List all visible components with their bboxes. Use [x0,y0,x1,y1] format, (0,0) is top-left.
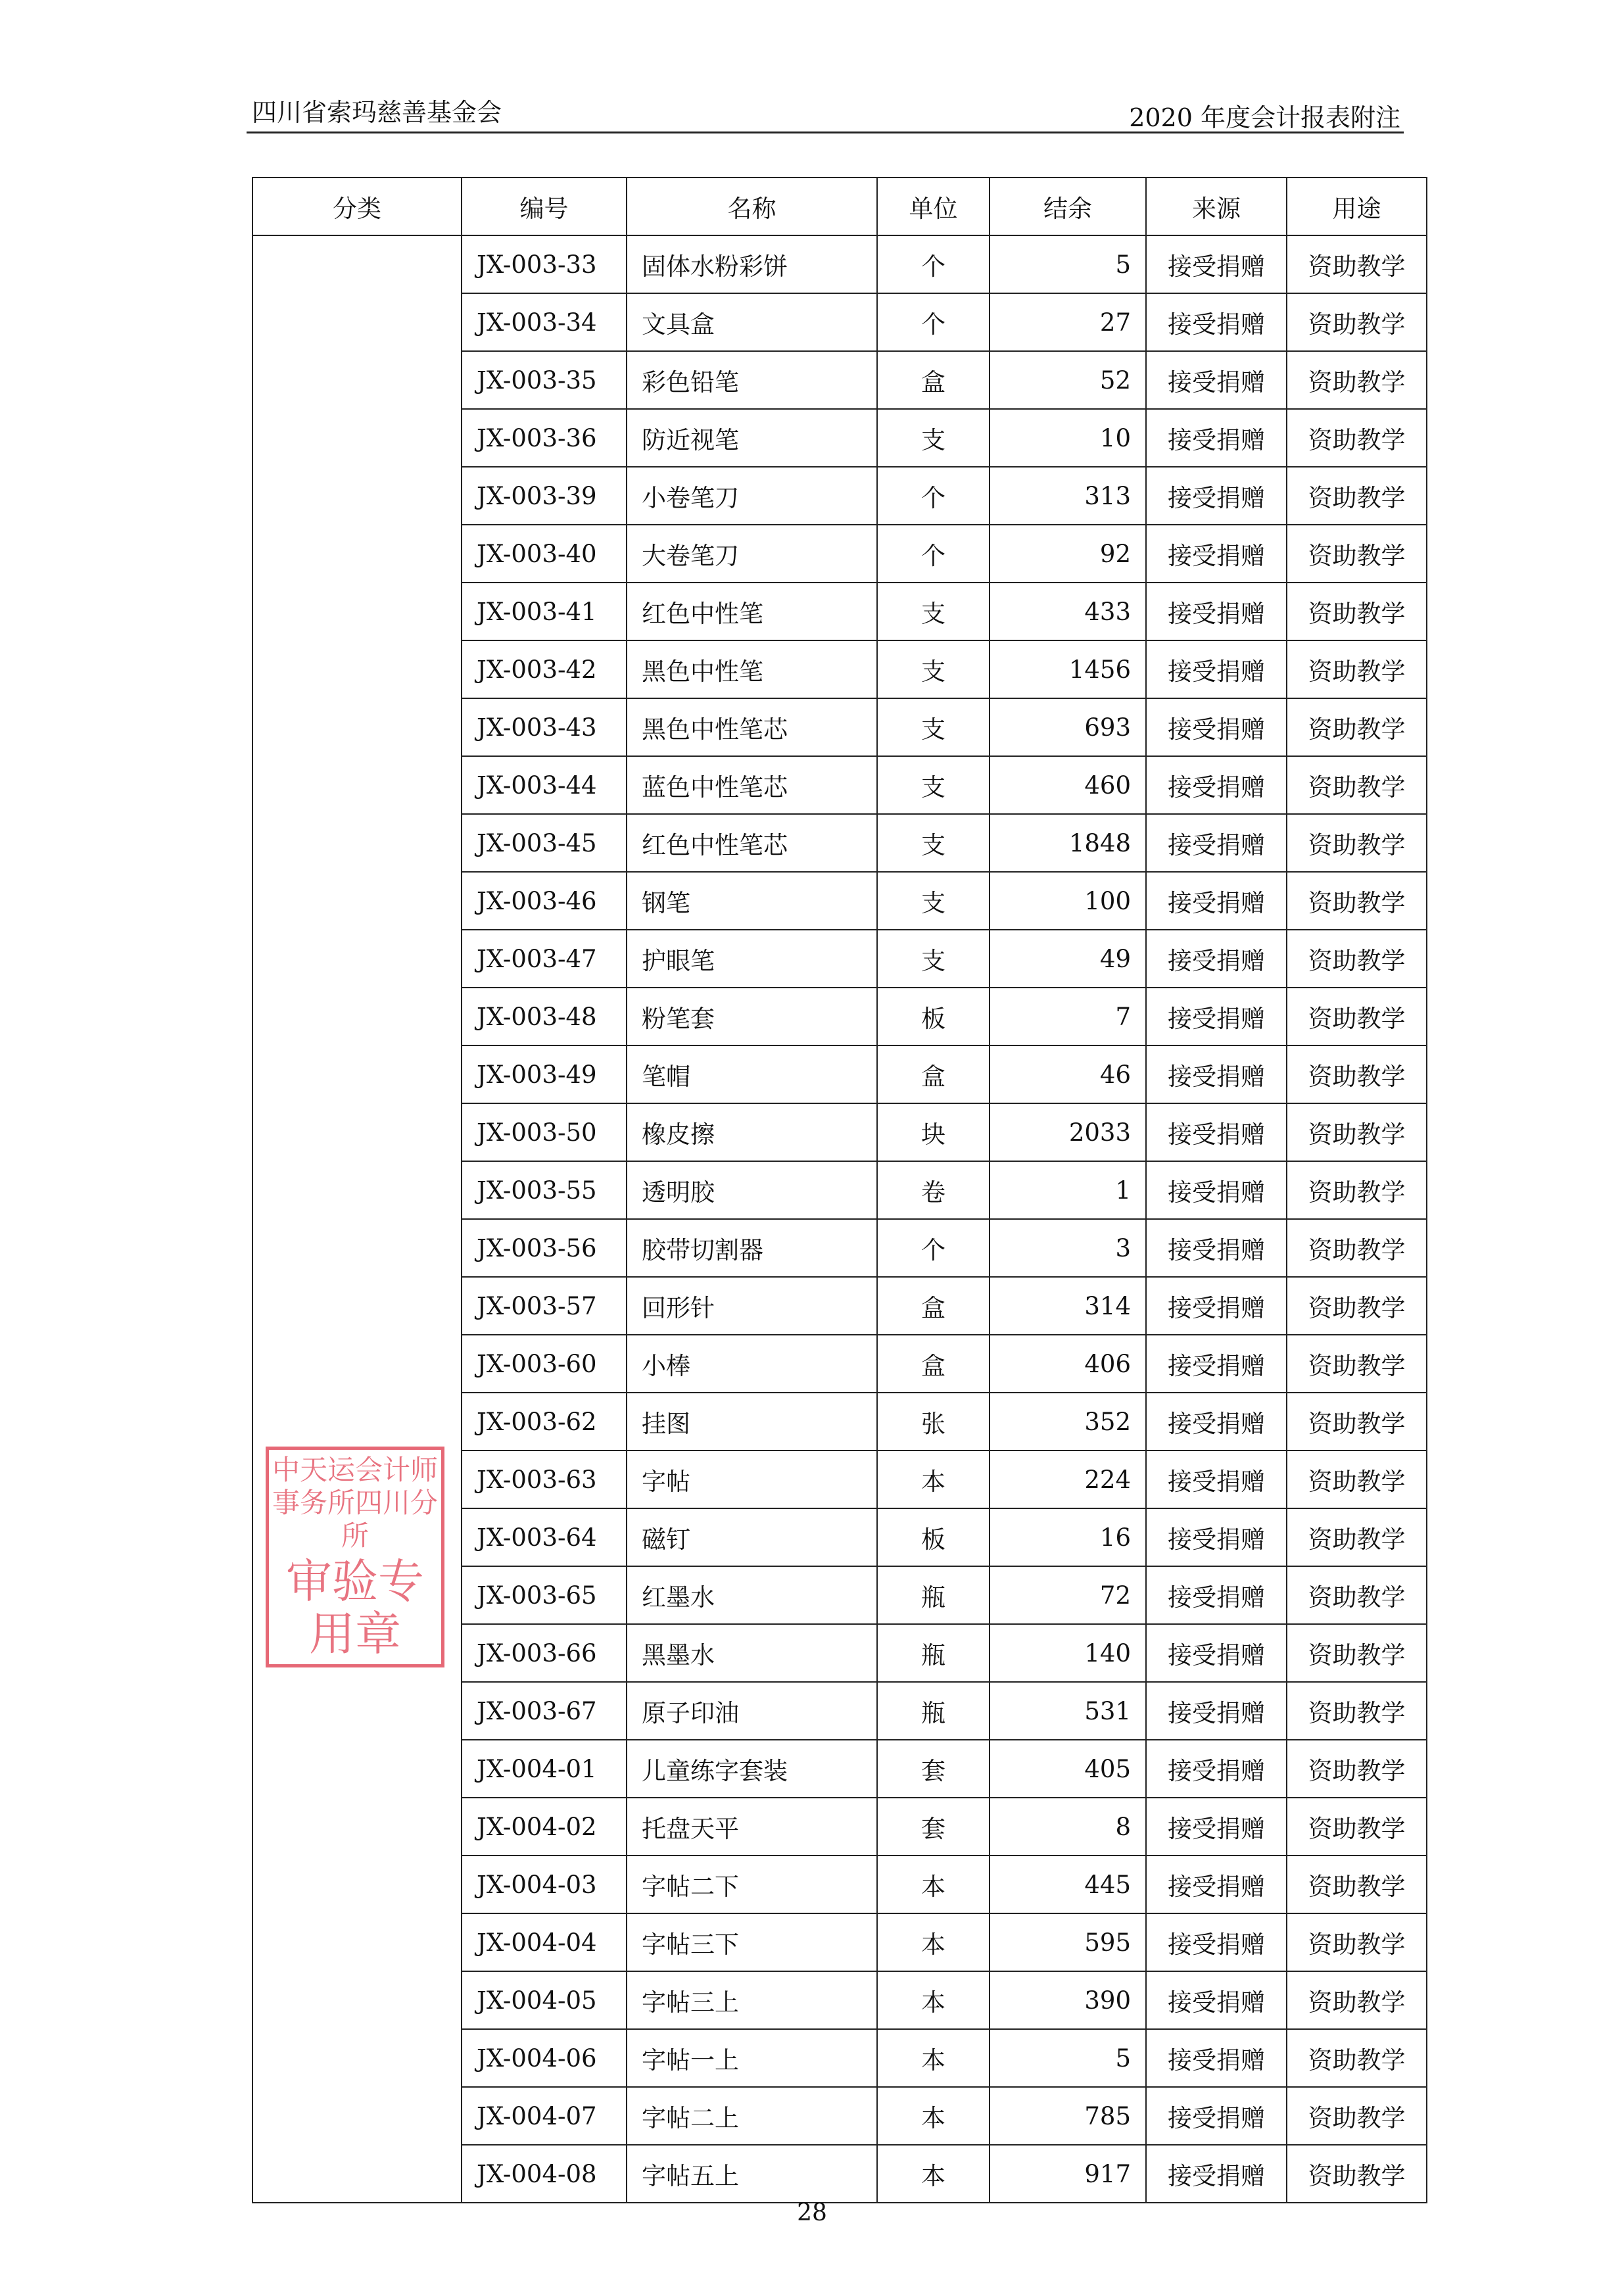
item-balance: 917 [990,2145,1146,2203]
item-balance: 390 [990,1971,1146,2029]
item-name: 字帖 [627,1450,877,1508]
item-name: 儿童练字套装 [627,1740,877,1798]
item-code: JX-003-63 [462,1450,627,1508]
item-purpose: 资助教学 [1287,1219,1427,1277]
item-unit: 盒 [877,1277,990,1335]
item-unit: 瓶 [877,1682,990,1740]
item-unit: 瓶 [877,1566,990,1624]
item-code: JX-003-39 [462,467,627,525]
item-source: 接受捐赠 [1146,1682,1287,1740]
item-unit: 个 [877,235,990,293]
item-purpose: 资助教学 [1287,1913,1427,1971]
item-balance: 46 [990,1045,1146,1103]
item-name: 磁钉 [627,1508,877,1566]
item-source: 接受捐赠 [1146,1624,1287,1682]
column-header-source: 来源 [1146,178,1287,235]
column-header-name: 名称 [627,178,877,235]
item-code: JX-003-48 [462,988,627,1045]
item-source: 接受捐赠 [1146,409,1287,467]
audit-stamp [266,1447,444,1667]
item-source: 接受捐赠 [1146,351,1287,409]
item-balance: 406 [990,1335,1146,1393]
item-purpose: 资助教学 [1287,1045,1427,1103]
item-balance: 785 [990,2087,1146,2145]
item-purpose: 资助教学 [1287,1740,1427,1798]
item-purpose: 资助教学 [1287,467,1427,525]
item-source: 接受捐赠 [1146,583,1287,640]
item-unit: 盒 [877,351,990,409]
item-name: 小棒 [627,1335,877,1393]
item-name: 托盘天平 [627,1798,877,1856]
item-code: JX-003-55 [462,1161,627,1219]
item-balance: 460 [990,756,1146,814]
item-purpose: 资助教学 [1287,1798,1427,1856]
item-purpose: 资助教学 [1287,1450,1427,1508]
item-code: JX-003-35 [462,351,627,409]
item-code: JX-004-05 [462,1971,627,2029]
item-source: 接受捐赠 [1146,293,1287,351]
item-name: 钢笔 [627,872,877,930]
item-balance: 314 [990,1277,1146,1335]
item-name: 彩色铅笔 [627,351,877,409]
item-purpose: 资助教学 [1287,351,1427,409]
item-balance: 49 [990,930,1146,988]
item-unit: 支 [877,640,990,698]
item-unit: 支 [877,930,990,988]
item-source: 接受捐赠 [1146,467,1287,525]
item-code: JX-003-60 [462,1335,627,1393]
item-code: JX-003-67 [462,1682,627,1740]
item-source: 接受捐赠 [1146,756,1287,814]
item-purpose: 资助教学 [1287,756,1427,814]
item-purpose: 资助教学 [1287,2029,1427,2087]
item-code: JX-003-64 [462,1508,627,1566]
item-unit: 本 [877,2145,990,2203]
item-name: 红色中性笔芯 [627,814,877,872]
item-purpose: 资助教学 [1287,872,1427,930]
item-balance: 224 [990,1450,1146,1508]
stamp-line1: 中天运会计师事务所四川分所 [272,1454,438,1552]
item-purpose: 资助教学 [1287,1856,1427,1913]
item-balance: 27 [990,293,1146,351]
item-code: JX-003-45 [462,814,627,872]
item-balance: 72 [990,1566,1146,1624]
item-unit: 支 [877,756,990,814]
item-source: 接受捐赠 [1146,1566,1287,1624]
item-purpose: 资助教学 [1287,1335,1427,1393]
item-source: 接受捐赠 [1146,1045,1287,1103]
item-name: 字帖一上 [627,2029,877,2087]
item-code: JX-003-47 [462,930,627,988]
item-name: 笔帽 [627,1045,877,1103]
item-unit: 本 [877,1450,990,1508]
item-unit: 套 [877,1740,990,1798]
item-name: 黑色中性笔芯 [627,698,877,756]
item-source: 接受捐赠 [1146,525,1287,583]
item-unit: 盒 [877,1045,990,1103]
item-balance: 5 [990,2029,1146,2087]
item-balance: 16 [990,1508,1146,1566]
column-header-code: 编号 [462,178,627,235]
item-name: 红墨水 [627,1566,877,1624]
item-source: 接受捐赠 [1146,235,1287,293]
item-code: JX-004-02 [462,1798,627,1856]
item-unit: 盒 [877,1335,990,1393]
item-source: 接受捐赠 [1146,1277,1287,1335]
item-balance: 1456 [990,640,1146,698]
item-name: 黑色中性笔 [627,640,877,698]
category-cell [252,235,462,2203]
item-balance: 433 [990,583,1146,640]
item-unit: 瓶 [877,1624,990,1682]
item-code: JX-003-41 [462,583,627,640]
item-purpose: 资助教学 [1287,2145,1427,2203]
item-purpose: 资助教学 [1287,1682,1427,1740]
table-row [252,235,1427,293]
item-name: 字帖三上 [627,1971,877,2029]
item-code: JX-004-06 [462,2029,627,2087]
item-balance: 5 [990,235,1146,293]
item-source: 接受捐赠 [1146,1393,1287,1450]
item-name: 字帖三下 [627,1913,877,1971]
item-name: 胶带切割器 [627,1219,877,1277]
item-balance: 2033 [990,1103,1146,1161]
item-purpose: 资助教学 [1287,1508,1427,1566]
item-source: 接受捐赠 [1146,1913,1287,1971]
item-code: JX-003-34 [462,293,627,351]
item-code: JX-003-66 [462,1624,627,1682]
item-purpose: 资助教学 [1287,988,1427,1045]
item-name: 大卷笔刀 [627,525,877,583]
item-code: JX-003-65 [462,1566,627,1624]
item-source: 接受捐赠 [1146,1450,1287,1508]
item-name: 蓝色中性笔芯 [627,756,877,814]
item-code: JX-004-04 [462,1913,627,1971]
item-unit: 块 [877,1103,990,1161]
item-unit: 张 [877,1393,990,1450]
item-unit: 本 [877,1913,990,1971]
item-purpose: 资助教学 [1287,1393,1427,1450]
column-header-purpose: 用途 [1287,178,1427,235]
page-number: 28 [797,2199,827,2226]
item-balance: 92 [990,525,1146,583]
item-source: 接受捐赠 [1146,1856,1287,1913]
item-code: JX-003-46 [462,872,627,930]
item-code: JX-004-03 [462,1856,627,1913]
item-source: 接受捐赠 [1146,1219,1287,1277]
item-unit: 个 [877,1219,990,1277]
item-purpose: 资助教学 [1287,814,1427,872]
item-code: JX-003-43 [462,698,627,756]
item-purpose: 资助教学 [1287,1566,1427,1624]
item-name: 小卷笔刀 [627,467,877,525]
item-purpose: 资助教学 [1287,293,1427,351]
item-code: JX-003-62 [462,1393,627,1450]
item-source: 接受捐赠 [1146,2087,1287,2145]
item-name: 透明胶 [627,1161,877,1219]
item-purpose: 资助教学 [1287,930,1427,988]
item-code: JX-003-49 [462,1045,627,1103]
item-unit: 套 [877,1798,990,1856]
item-code: JX-003-57 [462,1277,627,1335]
item-name: 黑墨水 [627,1624,877,1682]
inventory-table [252,177,1427,2203]
item-balance: 352 [990,1393,1146,1450]
item-purpose: 资助教学 [1287,698,1427,756]
column-header-category: 分类 [252,178,462,235]
item-unit: 板 [877,988,990,1045]
organization-name: 四川省索玛慈善基金会 [252,98,502,127]
item-balance: 52 [990,351,1146,409]
item-unit: 板 [877,1508,990,1566]
item-balance: 595 [990,1913,1146,1971]
item-code: JX-003-50 [462,1103,627,1161]
item-balance: 693 [990,698,1146,756]
item-source: 接受捐赠 [1146,698,1287,756]
item-name: 挂图 [627,1393,877,1450]
item-balance: 405 [990,1740,1146,1798]
item-source: 接受捐赠 [1146,1335,1287,1393]
item-purpose: 资助教学 [1287,1103,1427,1161]
item-unit: 本 [877,2029,990,2087]
item-source: 接受捐赠 [1146,2145,1287,2203]
item-name: 字帖二下 [627,1856,877,1913]
item-unit: 支 [877,698,990,756]
item-purpose: 资助教学 [1287,2087,1427,2145]
item-balance: 1848 [990,814,1146,872]
item-code: JX-004-01 [462,1740,627,1798]
item-unit: 支 [877,409,990,467]
item-code: JX-003-42 [462,640,627,698]
item-source: 接受捐赠 [1146,1508,1287,1566]
item-name: 字帖五上 [627,2145,877,2203]
report-title: 2020 年度会计报表附注 [1129,103,1400,132]
item-name: 护眼笔 [627,930,877,988]
item-balance: 140 [990,1624,1146,1682]
item-code: JX-003-44 [462,756,627,814]
item-source: 接受捐赠 [1146,1103,1287,1161]
column-header-unit: 单位 [877,178,990,235]
item-code: JX-003-36 [462,409,627,467]
item-purpose: 资助教学 [1287,583,1427,640]
item-unit: 本 [877,2087,990,2145]
item-code: JX-003-56 [462,1219,627,1277]
item-source: 接受捐赠 [1146,814,1287,872]
item-purpose: 资助教学 [1287,1161,1427,1219]
item-source: 接受捐赠 [1146,640,1287,698]
item-unit: 卷 [877,1161,990,1219]
item-source: 接受捐赠 [1146,988,1287,1045]
item-name: 文具盒 [627,293,877,351]
item-balance: 1 [990,1161,1146,1219]
item-purpose: 资助教学 [1287,1971,1427,2029]
item-unit: 个 [877,467,990,525]
item-source: 接受捐赠 [1146,1798,1287,1856]
item-name: 红色中性笔 [627,583,877,640]
item-purpose: 资助教学 [1287,235,1427,293]
item-name: 防近视笔 [627,409,877,467]
item-name: 回形针 [627,1277,877,1335]
item-unit: 个 [877,525,990,583]
item-purpose: 资助教学 [1287,640,1427,698]
item-name: 固体水粉彩饼 [627,235,877,293]
item-unit: 本 [877,1971,990,2029]
item-unit: 本 [877,1856,990,1913]
item-unit: 支 [877,583,990,640]
header-divider [247,132,1404,133]
item-unit: 支 [877,872,990,930]
item-name: 橡皮擦 [627,1103,877,1161]
item-name: 原子印油 [627,1682,877,1740]
table-header-row [252,178,1427,235]
item-source: 接受捐赠 [1146,930,1287,988]
stamp-line2: 审验专用章 [286,1554,424,1661]
item-balance: 100 [990,872,1146,930]
item-unit: 支 [877,814,990,872]
item-balance: 445 [990,1856,1146,1913]
item-source: 接受捐赠 [1146,1740,1287,1798]
item-code: JX-004-08 [462,2145,627,2203]
item-purpose: 资助教学 [1287,409,1427,467]
item-code: JX-004-07 [462,2087,627,2145]
item-purpose: 资助教学 [1287,1277,1427,1335]
item-name: 字帖二上 [627,2087,877,2145]
item-balance: 8 [990,1798,1146,1856]
item-balance: 531 [990,1682,1146,1740]
item-purpose: 资助教学 [1287,1624,1427,1682]
item-code: JX-003-40 [462,525,627,583]
item-balance: 313 [990,467,1146,525]
item-name: 粉笔套 [627,988,877,1045]
table-body [252,235,1427,2203]
item-source: 接受捐赠 [1146,2029,1287,2087]
item-unit: 个 [877,293,990,351]
item-balance: 7 [990,988,1146,1045]
item-balance: 10 [990,409,1146,467]
column-header-balance: 结余 [990,178,1146,235]
item-code: JX-003-33 [462,235,627,293]
item-balance: 3 [990,1219,1146,1277]
item-source: 接受捐赠 [1146,1971,1287,2029]
item-source: 接受捐赠 [1146,872,1287,930]
item-purpose: 资助教学 [1287,525,1427,583]
item-source: 接受捐赠 [1146,1161,1287,1219]
